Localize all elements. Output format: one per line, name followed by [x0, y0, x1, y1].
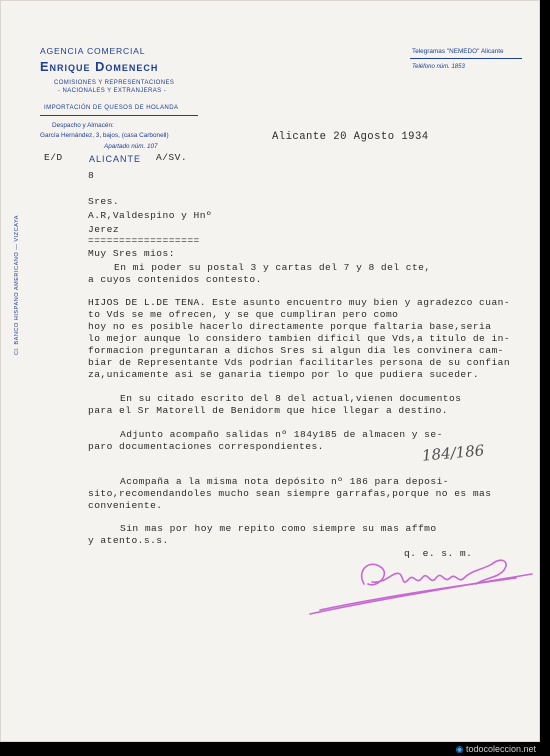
reference-city: ALICANTE	[89, 154, 142, 164]
body-line: Sin mas por hoy me repito como siempre su mas affmo	[120, 523, 437, 534]
body-line: y atento.s.s.	[88, 535, 169, 546]
recipient-salutation: Sres.	[88, 196, 120, 207]
body-line: Adjunto acompaño salidas nº 184y185 de almacen y se-	[120, 429, 443, 440]
body-line: sito,recomendandoles mucho sean siempre garrafas,porque no es mas	[88, 488, 492, 499]
business-line-3: IMPORTACIÓN DE QUESOS DE HOLANDA	[44, 104, 179, 111]
body-line: biar de Representante Vds podrian facilitarles persona de su confian	[88, 357, 511, 368]
watermark	[456, 744, 536, 755]
body-line: hoy no es posible hacerlo directamente porque faltaria base,seria	[88, 321, 492, 332]
body-line: paro documentaciones correspondientes.	[88, 441, 324, 452]
pencil-annotation: 184/186	[421, 441, 485, 465]
business-line-2: - NACIONALES Y EXTRANJERAS -	[58, 88, 167, 94]
body-line: En mi poder su postal 3 y cartas del 7 y 8 del cte,	[114, 262, 431, 273]
reference-asv: A/SV.	[156, 152, 188, 163]
body-line: HIJOS DE L.DE TENA. Este asunto encuentro muy bien y agradezco cuan-	[88, 297, 511, 308]
body-line: En su citado escrito del 8 del actual,vienen documentos	[120, 393, 462, 404]
telegraph-divider	[410, 58, 522, 59]
watermark-text: todocoleccion.net	[465, 744, 536, 754]
letterhead-divider	[40, 115, 198, 116]
po-box: Apartado núm. 107	[104, 143, 158, 150]
bank-reference: Cl. BANCO HISPANO AMERICANO — VIZCAYA	[14, 215, 20, 356]
body-line: za,unicamente asi se ganaria tiempo por lo que pudiera suceder.	[88, 369, 480, 380]
body-line: q. e. s. m.	[404, 548, 473, 559]
body-line: lo mejor aunque lo considero tambien dificil que Vds,a titulo de in-	[88, 333, 511, 344]
agency-label: AGENCIA COMERCIAL	[40, 46, 146, 56]
telegraph-address: Telegramas "NEMEDO" Alicante	[412, 48, 504, 55]
body-line: formacion preguntaran a dichos Sres si algun dia les convinera cam-	[88, 345, 504, 356]
body-line: para el Sr Matorell de Benidorm que hice llegar a destino.	[88, 405, 449, 416]
body-line: to Vds se me ofrecen, y se que cumpliran pero como	[88, 309, 399, 320]
recipient-name: A.R,Valdespino y Hnº	[88, 210, 213, 221]
recipient-city: Jerez	[88, 224, 120, 235]
reference-ed: E/D	[44, 152, 63, 163]
body-line: Acompaña a la misma nota depósito nº 186 para deposi-	[120, 476, 449, 487]
greeting: Muy Sres mios:	[88, 248, 175, 259]
office-address: García Hernández, 3, bajos, (casa Carbonell)	[40, 132, 169, 139]
office-label: Despacho y Almacén:	[52, 122, 114, 129]
business-line-1: COMISIONES Y REPRESENTACIONES	[54, 80, 175, 86]
reference-number: 8	[88, 170, 95, 181]
body-line: a cuyos contenidos contesto.	[88, 274, 262, 285]
place-and-date: Alicante 20 Agosto 1934	[272, 131, 429, 143]
watermark-logo-icon: ◉	[455, 744, 466, 754]
body-line: conveniente.	[88, 500, 163, 511]
phone-number: Teléfono núm. 1853	[412, 64, 465, 70]
company-name: Enrique Domenech	[40, 59, 159, 74]
recipient-rule: ==================	[88, 235, 200, 246]
signature-image	[306, 540, 536, 620]
